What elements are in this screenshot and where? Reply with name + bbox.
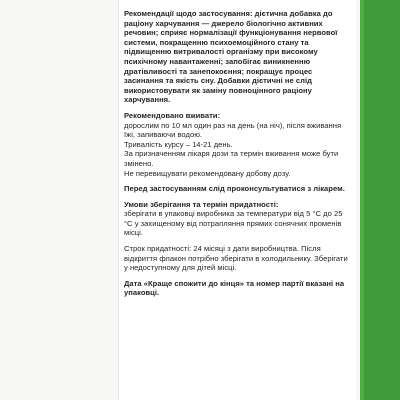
dosage-title: Рекомендовано вживати: bbox=[124, 110, 221, 120]
dosage-line-3: За призначенням лікаря дози та термін вживання може бути змінено. bbox=[124, 149, 339, 168]
green-side-band bbox=[360, 0, 400, 400]
storage-title: Умови зберігання та термін придатності: bbox=[124, 199, 279, 209]
storage-text: зберігати в упаковці виробника за температури від 5 °С до 25 °С у захищеному від потрапляння прямих сонячних променів місці. bbox=[124, 209, 343, 238]
dosage-line-4: Не перевищувати рекомендовану добову дозу. bbox=[124, 168, 291, 178]
dosage-line-2: Тривалість курсу – 14-21 день. bbox=[124, 139, 233, 149]
label-text-content bbox=[124, 9, 352, 304]
consult-doctor: Перед застосуванням слід проконсультуватися з лікарем. bbox=[124, 184, 345, 194]
dosage-section bbox=[124, 111, 352, 178]
best-before-note: Дата «Краще спожити до кінця» та номер партії вказані на упаковці. bbox=[124, 278, 345, 298]
storage-section bbox=[124, 200, 352, 238]
shelf-life: Строк придатності: 24 місяці з дати виробництва. Після відкриття флакон потрібно зберігати в холодильнику. Зберігати у недоступному для дітей місці. bbox=[124, 244, 348, 273]
dosage-line-1: дорослим по 10 мл один раз на день (на ніч), після вживання їжі, запиваючи водою. bbox=[124, 120, 342, 140]
usage-recommendations: Рекомендації щодо застосування: дієтична добавка до раціону харчування — джерело біологічно активних речовин; сприяє нормалізації функціонування нервової системи, покращенню психоемоційного стану та підвищенню витривалості організму при високому психічному навантаженні; запобігає виникненню дратівливості та занепокоєння; покращує процес засинання та якість сну. Добавки дієтичні не слід використовувати як заміну повноцінного раціону харчування. bbox=[124, 9, 338, 105]
